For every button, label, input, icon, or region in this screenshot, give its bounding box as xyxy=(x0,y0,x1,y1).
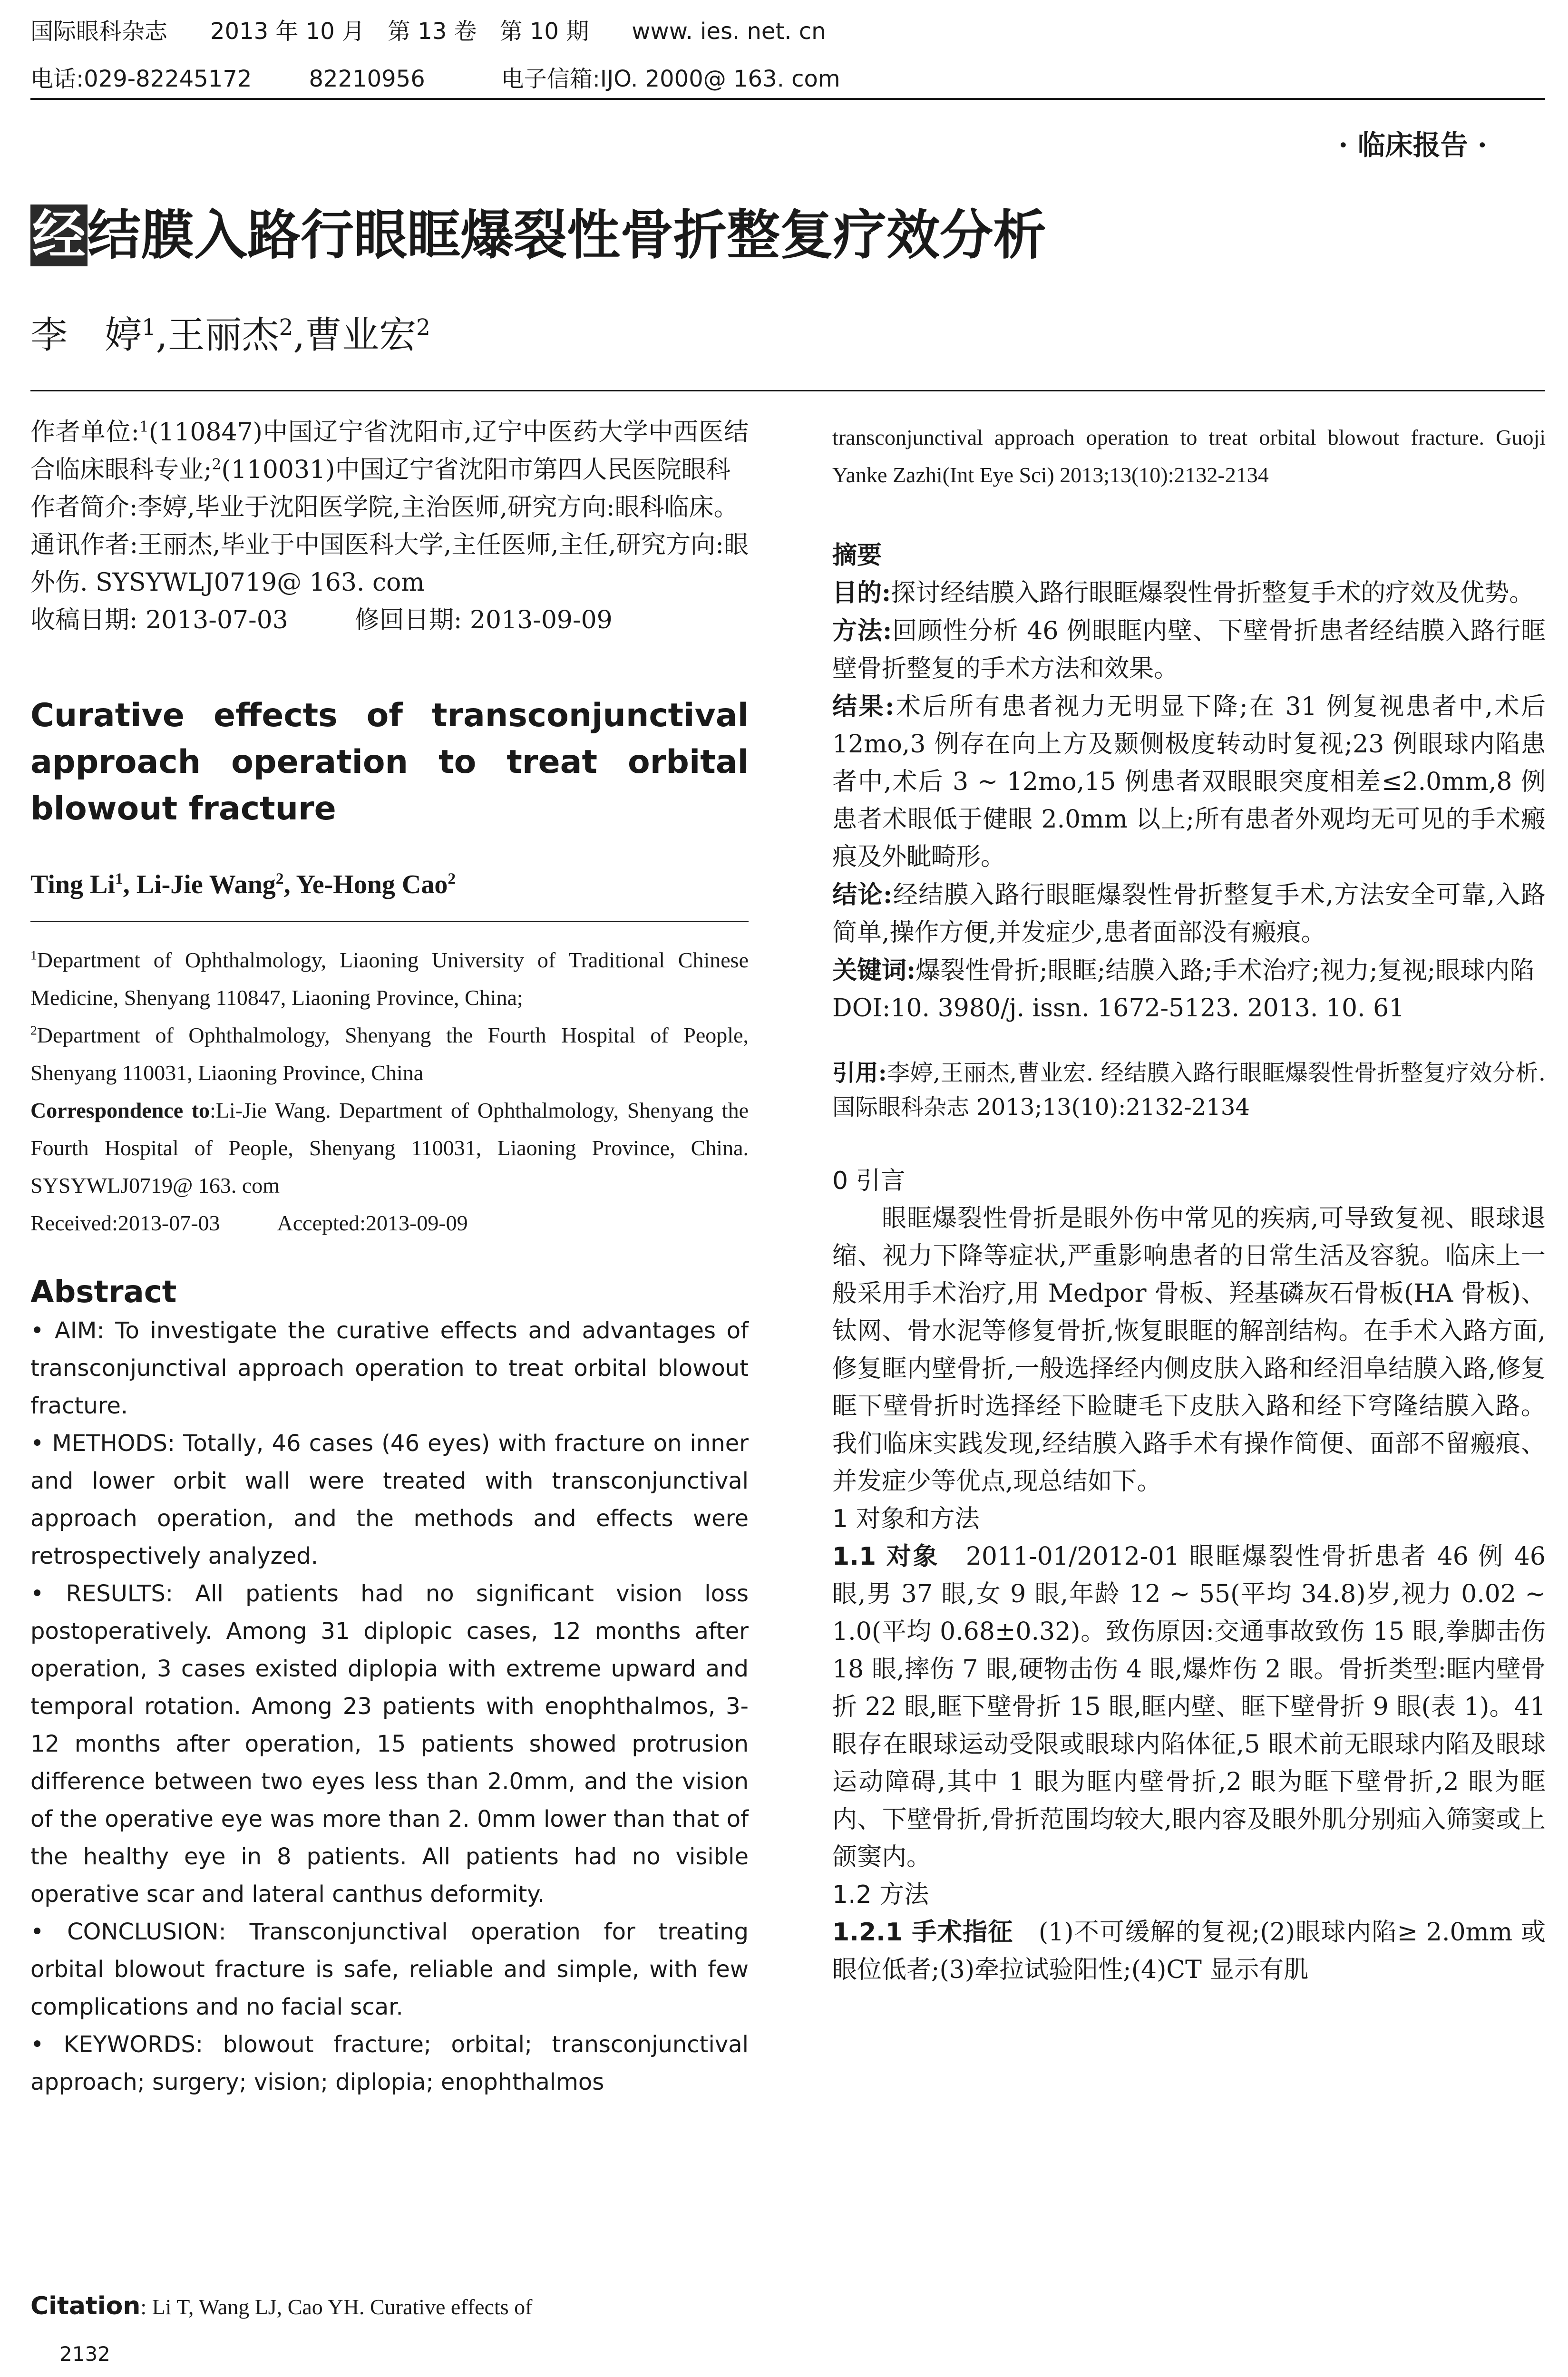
affil-zh-sup2: 2 xyxy=(212,456,222,473)
section-1-1 xyxy=(832,1538,1546,1876)
accepted-date-en: Accepted:2013-09-09 xyxy=(277,1211,468,1235)
affiliation-zh xyxy=(30,414,749,639)
zh-abstract xyxy=(832,574,1546,1027)
phone: 电话:029-82245172 xyxy=(30,66,252,92)
intro-text: 眼眶爆裂性骨折是眼外伤中常见的疾病,可导致复视、眼球退缩、视力下降等症状,严重影响患者的日常生活及容貌。临床上一般采用手术治疗,用 Medpor 骨板、羟基磷灰石骨板(HA 骨板)、钛网、骨水泥等修复骨折,恢复眼眶的解剖结构。在手术入路方面,修复眶内壁骨折,一般选择经内侧皮肤入路和经泪阜结膜入路,修复眶下壁骨折时选择经下睑睫毛下皮肤入路和经下穹隆结膜入路。我们临床实践发现,经结膜入路手术有操作简便、面部不留瘢痕、并发症少等优点,现总结如下。 xyxy=(832,1204,1546,1496)
left-column xyxy=(30,414,749,2101)
english-title: Curative effects of transconjunctival approach operation to treat orbital blowout fracture xyxy=(30,697,749,828)
en-author-3-sup: 2 xyxy=(448,870,456,888)
article-title xyxy=(30,200,1046,271)
citation-continued: transconjunctival approach operation to treat orbital blowout fracture. Guoji Yanke Zazhi(Int Eye Sci) 2013;13(10):2132-2134 xyxy=(832,425,1546,487)
abstract-en xyxy=(30,1312,749,2101)
zh-results: 术后所有患者视力无明显下降;在 31 例复视患者中,术后 12mo,3 例存在向上方及颞侧极度转动时复视;23 例眼球内陷患者中,术后 3 ~ 12mo,15 例患者双眼眼突度相差≤2.0mm,8 例患者术眼低于健眼 2.0mm 以上;所有患者外观均无可见的手术瘢痕及外眦畸形。 xyxy=(832,692,1546,871)
en-author-3: , Ye-Hong Cao xyxy=(283,870,448,899)
abstract-conclusion: • CONCLUSION: Transconjunctival operation for treating orbital blowout fracture is safe, reliable and simple, with few complications and no facial scar. xyxy=(30,1919,749,2020)
author-2-sup: 2 xyxy=(279,315,293,341)
received-date-zh: 收稿日期: 2013-07-03 xyxy=(30,606,288,634)
header-rule xyxy=(30,98,1545,100)
zh-abstract-heading: 摘要 xyxy=(832,541,882,570)
contact-header xyxy=(30,65,840,93)
author-3-sup: 2 xyxy=(416,315,430,341)
received-date-en: Received:2013-07-03 xyxy=(30,1211,220,1235)
intro-heading: 0 引言 xyxy=(832,1167,906,1195)
right-column xyxy=(832,419,1546,1989)
zh-cite-label: 引用: xyxy=(832,1060,887,1086)
section-1-2-heading: 1.2 方法 xyxy=(832,1880,929,1909)
zh-keywords: 爆裂性骨折;眼眶;结膜入路;手术治疗;视力;复视;眼球内陷 xyxy=(915,956,1535,985)
authors-rule xyxy=(30,390,1545,391)
title-rest: 结膜入路行眼眶爆裂性骨折整复疗效分析 xyxy=(88,205,1046,266)
section-1-2-1-text: (1)不可缓解的复视;(2)眼球内陷≥ 2.0mm 或眼位低者;(3)牵拉试验阳性;(4)CT 显示有肌 xyxy=(832,1918,1546,1984)
email: 电子信箱:IJO. 2000@ 163. com xyxy=(501,66,840,92)
citation-text: : Li T, Wang LJ, Cao YH. Curative effects of xyxy=(140,2295,533,2319)
zh-aim-label: 目的: xyxy=(832,578,891,607)
zh-citation xyxy=(832,1056,1546,1124)
section-1-2-1 xyxy=(832,1914,1546,1989)
zh-cite: 李婷,王丽杰,曹业宏. 经结膜入路行眼眶爆裂性骨折整复疗效分析. 国际眼科杂志 2013;13(10):2132-2134 xyxy=(832,1060,1546,1120)
affil-en-sup1: 1 xyxy=(30,947,37,963)
authors-zh xyxy=(30,309,430,361)
corresponding-author: 通讯作者:王丽杰,毕业于中国医科大学,主任医师,主任,研究方向:眼外伤. SYSYWLJ0719@ 163. com xyxy=(30,531,749,597)
revised-date-zh: 修回日期: 2013-09-09 xyxy=(354,606,613,634)
journal-name: 国际眼科杂志 xyxy=(30,18,168,45)
en-author-2-sup: 2 xyxy=(275,870,284,888)
zh-conclusion-label: 结论: xyxy=(832,880,893,909)
zh-methods: 回顾性分析 46 例眼眶内壁、下壁骨折患者经结膜入路行眶壁骨折整复的手术方法和效果。 xyxy=(832,617,1546,683)
en-authors-rule xyxy=(30,921,749,922)
author-bio: 作者简介:李婷,毕业于沈阳医学院,主治医师,研究方向:眼科临床。 xyxy=(30,493,739,522)
affiliation-en xyxy=(30,941,749,1242)
affil-zh-2: (110031)中国辽宁省沈阳市第四人民医院眼科 xyxy=(221,456,731,484)
section-1-1-label: 1.1 对象 xyxy=(832,1542,940,1571)
section-1-heading: 1 对象和方法 xyxy=(832,1505,980,1533)
abstract-methods: • METHODS: Totally, 46 cases (46 eyes) with fracture on inner and lower orbit wall were treated with transconjunctival approach operation, and the methods and effects were retrospectively analyzed. xyxy=(30,1430,749,1569)
section-label: · 临床报告 · xyxy=(1338,129,1487,161)
abstract-heading: Abstract xyxy=(30,1275,177,1310)
author-1: 李 婷 xyxy=(30,314,142,357)
affil-zh-label: 作者单位: xyxy=(30,418,140,447)
website: www. ies. net. cn xyxy=(632,18,826,45)
title-first-char: 经 xyxy=(30,205,88,266)
zh-methods-label: 方法: xyxy=(832,616,892,645)
running-header xyxy=(30,17,826,46)
correspondence: :Li-Jie Wang. Department of Ophthalmology, Shenyang the Fourth Hospital of People, Shenyang 110031, Liaoning Province, China. SYSYWLJ0719@ 163. com xyxy=(30,1098,749,1198)
author-1-sup: 1 xyxy=(142,315,156,341)
page-number: 2132 xyxy=(59,2342,110,2366)
author-3: ,曹业宏 xyxy=(293,314,417,357)
author-2: ,王丽杰 xyxy=(156,314,279,357)
zh-keywords-label: 关键词: xyxy=(832,956,916,985)
affil-en-sup2: 2 xyxy=(30,1023,37,1038)
section-1-1-text: 2011-01/2012-01 眼眶爆裂性骨折患者 46 例 46 眼,男 37 眼,女 9 眼,年龄 12 ~ 55(平均 34.8)岁,视力 0.02 ~ 1.0(平均 0.68±0.32)。致伤原因:交通事故致伤 15 眼,拳脚击伤 18 眼,摔伤 7 眼,硬物击伤 4 眼,爆炸伤 2 眼。骨折类型:眶内壁骨折 22 眼,眶下壁骨折 15 眼,眶内壁、眶下壁骨折 9 眼(表 1)。41 眼存在眼球运动受限或眼球内陷体征,5 眼术前无眼球内陷及眼球运动障碍,其中 1 眼为眶内壁骨折,2 眼为眶下壁骨折,2 眼为眶内、下壁骨折,骨折范围均较大,眼内容及眼外肌分别疝入筛窦或上颌窦内。 xyxy=(832,1542,1546,1871)
affil-en-1: Department of Ophthalmology, Liaoning University of Traditional Chinese Medicine, Shenyang 110847, Liaoning Province, China; xyxy=(30,948,749,1010)
zh-aim: 探讨经结膜入路行眼眶爆裂性骨折整复手术的疗效及优势。 xyxy=(891,579,1534,607)
abstract-aim: • AIM: To investigate the curative effects and advantages of transconjunctival approach operation to treat orbital blowout fracture. xyxy=(30,1317,749,1419)
doi: DOI:10. 3980/j. issn. 1672-5123. 2013. 10. 61 xyxy=(832,994,1405,1023)
section-1-2-1-label: 1.2.1 手术指征 xyxy=(832,1918,1013,1947)
en-author-1: Ting Li xyxy=(30,870,115,899)
en-author-2: , Li-Jie Wang xyxy=(123,870,276,899)
en-author-1-sup: 1 xyxy=(115,870,123,888)
phone-2: 82210956 xyxy=(309,66,425,92)
issue-info: 2013 年 10 月 第 13 卷 第 10 期 xyxy=(210,18,589,45)
zh-conclusion: 经结膜入路行眼眶爆裂性骨折整复手术,方法安全可靠,入路简单,操作方便,并发症少,患者面部没有瘢痕。 xyxy=(832,881,1546,947)
correspondence-label: Correspondence to xyxy=(30,1098,210,1122)
citation-label: Citation xyxy=(30,2292,141,2320)
affil-zh-1: (110847)中国辽宁省沈阳市,辽宁中医药大学中西医结合临床眼科专业; xyxy=(30,418,749,484)
english-authors xyxy=(30,866,749,904)
affil-en-2: Department of Ophthalmology, Shenyang the Fourth Hospital of People, Shenyang 110031, Liaoning Province, China xyxy=(30,1023,749,1085)
citation-en xyxy=(30,2288,749,2326)
affil-zh-sup1: 1 xyxy=(139,418,149,436)
zh-results-label: 结果: xyxy=(832,692,895,721)
abstract-results: • RESULTS: All patients had no significant vision loss postoperatively. Among 31 diplopic cases, 12 months after operation, 3 cases existed diplopia with extreme upward and temporal rotation. Among 23 patients with enophthalmos, 3-12 months after operation, 15 patients showed protrusion difference between two eyes less than 2.0mm, and the vision of the operative eye was more than 2. 0mm lower than that of the healthy eye in 8 patients. All patients had no visible operative scar and lateral canthus deformity. xyxy=(30,1580,749,1908)
abstract-keywords: • KEYWORDS: blowout fracture; orbital; transconjunctival approach; surgery; vision; diplopia; enophthalmos xyxy=(30,2031,749,2095)
